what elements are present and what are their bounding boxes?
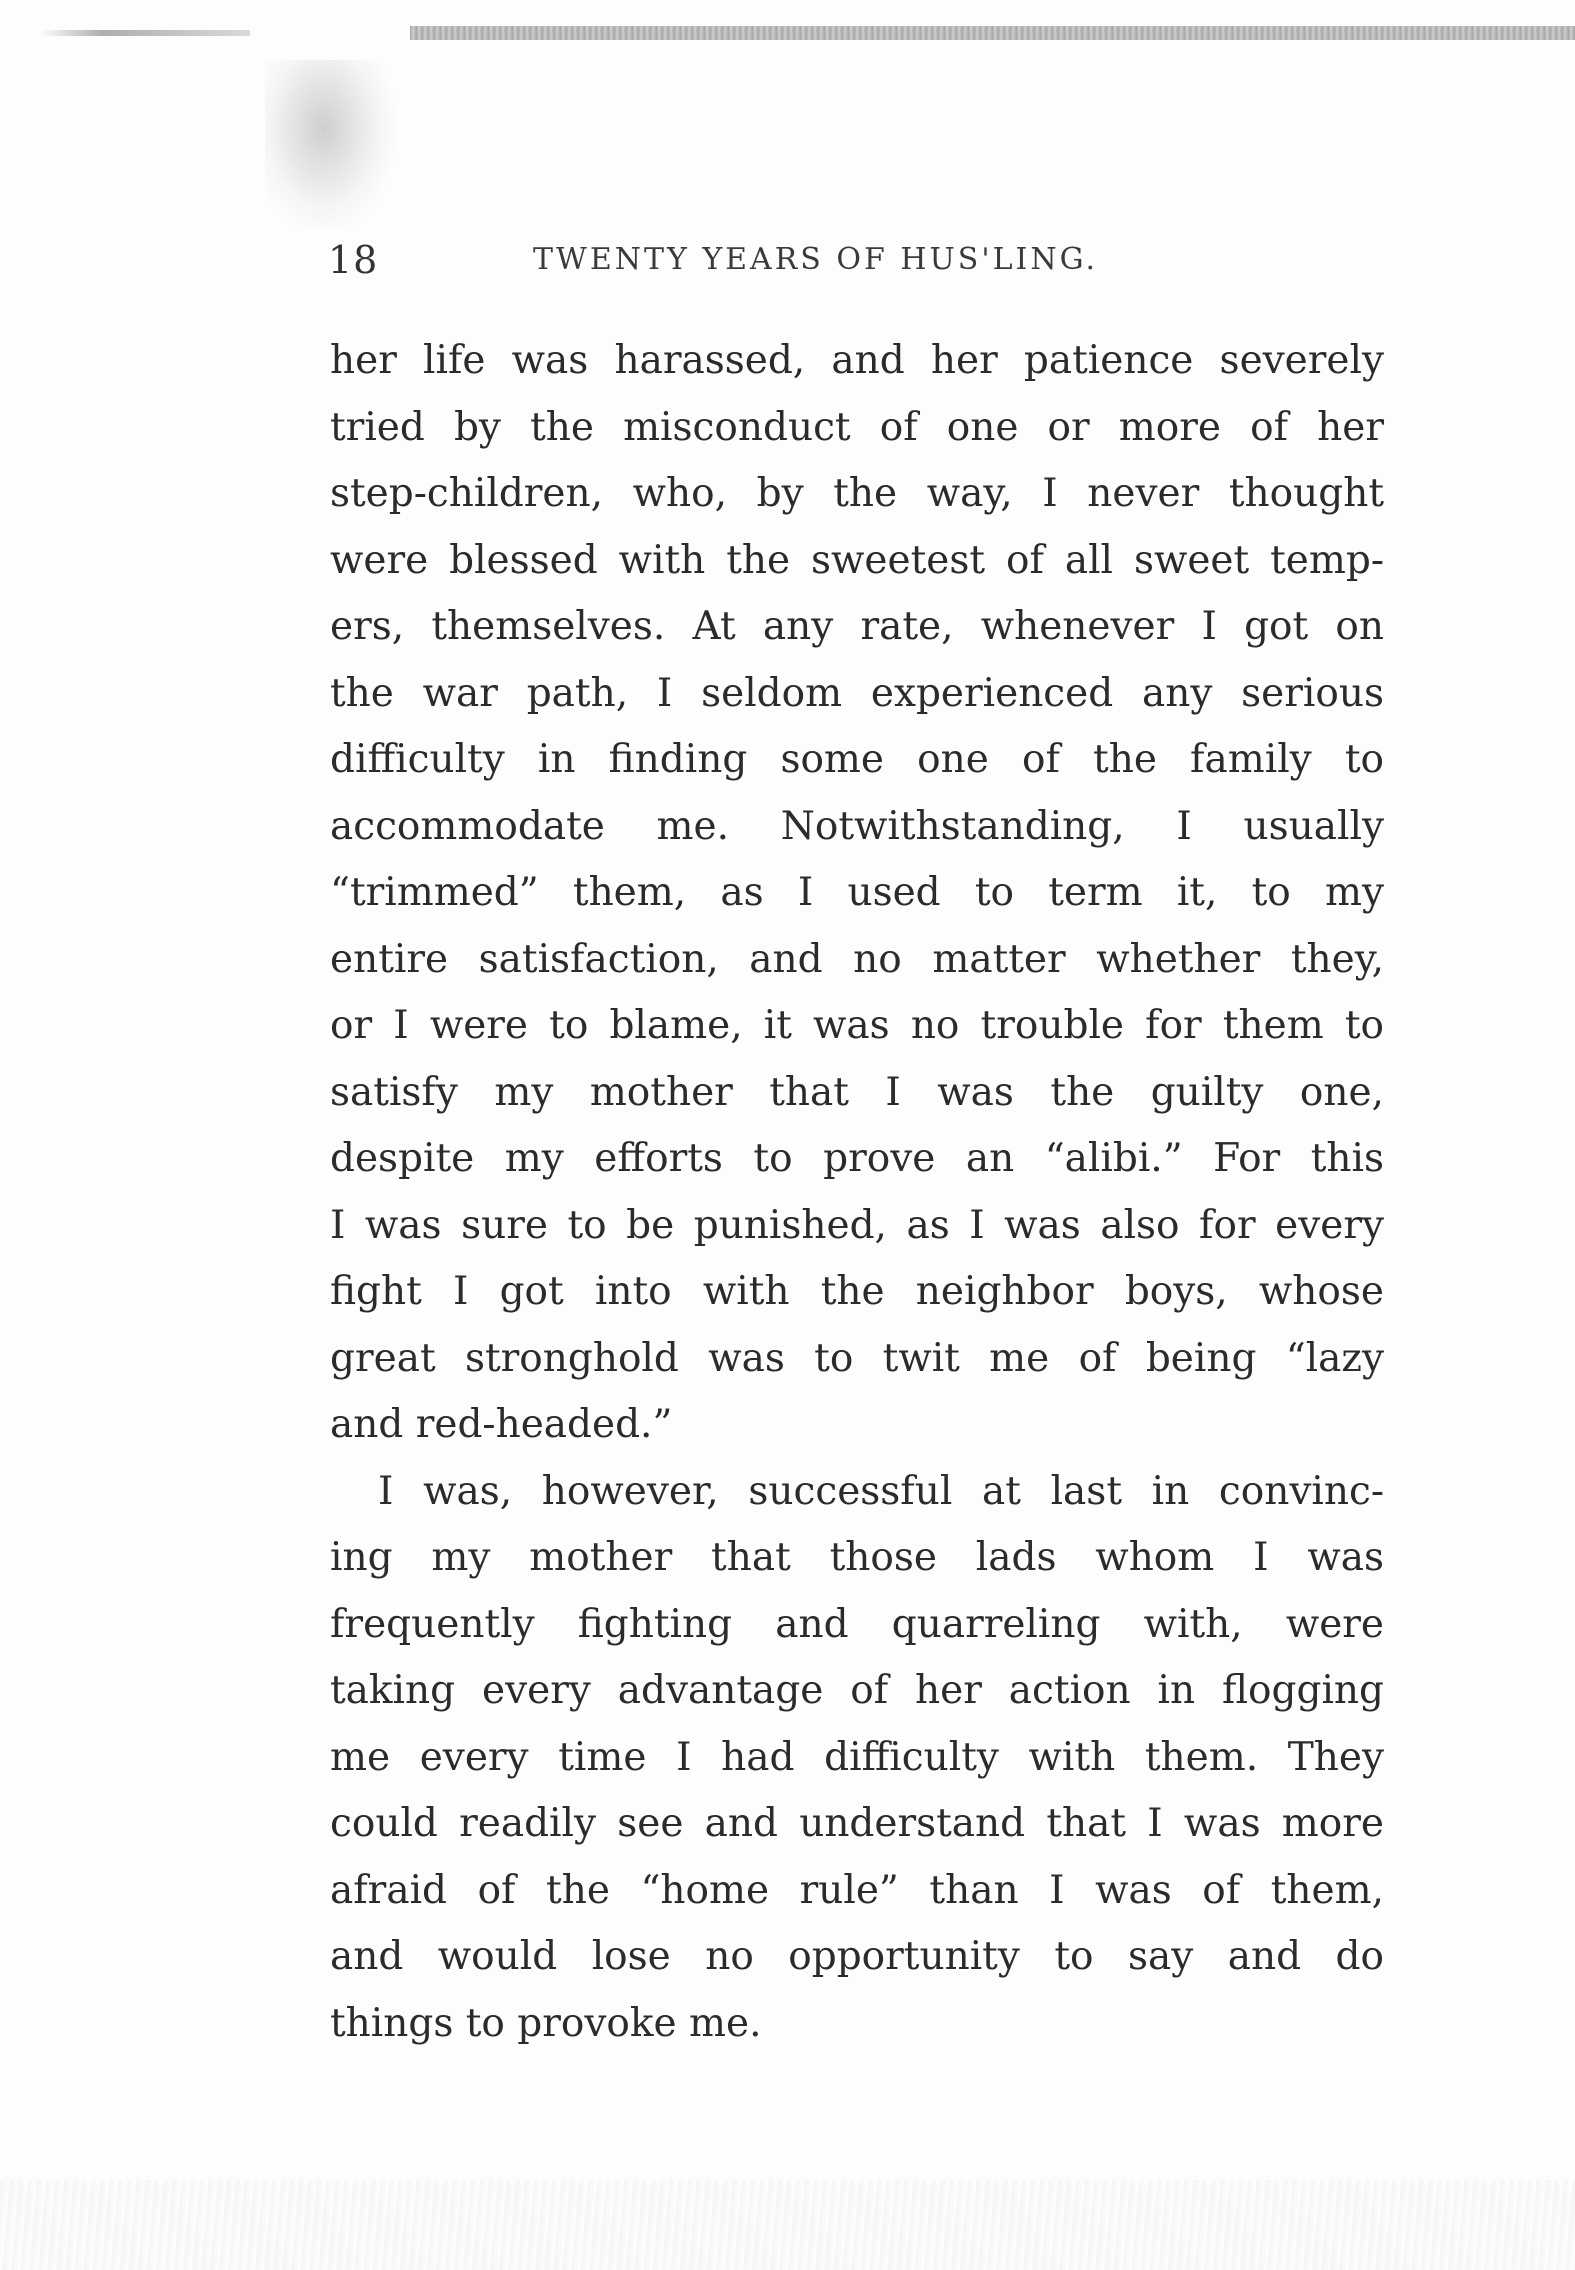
text-line: me every time I had difficulty with them. They <box>330 1734 1384 1780</box>
text-line: great stronghold was to twit me of being “lazy <box>330 1335 1384 1381</box>
text-line: were blessed with the sweetest of all sweet temp- <box>330 537 1384 583</box>
text-line: or I were to blame, it was no trouble for them to <box>330 1003 1384 1048</box>
text-line: “trimmed” them, as I used to term it, to my <box>330 870 1384 915</box>
text-line: ers, themselves. At any rate, whenever I got on <box>330 604 1384 649</box>
page-number: 18 <box>328 238 379 282</box>
text-line: and red-headed.” <box>330 1402 673 1447</box>
paragraph <box>330 1459 1384 2058</box>
text-line: her life was harassed, and her patience severely <box>330 338 1384 383</box>
text-line: difficulty in finding some one of the family to <box>330 737 1384 782</box>
running-title: TWENTY YEARS OF HUS'LING. <box>533 242 1099 277</box>
text-line: I was sure to be punished, as I was also for every <box>330 1202 1384 1248</box>
body-text <box>330 328 1384 2057</box>
scan-artifact-noise <box>0 2180 1575 2270</box>
text-line: and would lose no opportunity to say and do <box>330 1934 1384 1979</box>
text-line: fight I got into with the neighbor boys, whose <box>330 1269 1384 1314</box>
scan-artifact-line <box>40 30 250 36</box>
text-line: frequently fighting and quarreling with, were <box>330 1601 1384 1647</box>
text-line: things to provoke me. <box>330 2000 762 2046</box>
text-line: step-children, who, by the way, I never thought <box>330 471 1384 516</box>
text-line: accommodate me. Notwithstanding, I usually <box>330 803 1384 849</box>
scan-artifact-edge <box>410 26 1575 40</box>
text-line: the war path, I seldom experienced any serious <box>330 670 1384 716</box>
text-line: afraid of the “home rule” than I was of them, <box>330 1867 1384 1913</box>
running-head <box>328 238 1388 288</box>
text-line: could readily see and understand that I was more <box>330 1801 1384 1846</box>
scan-artifact-smudge <box>265 60 395 230</box>
text-line: satisfy my mother that I was the guilty one, <box>330 1069 1384 1115</box>
text-line: tried by the misconduct of one or more of her <box>330 404 1384 450</box>
text-line: taking every advantage of her action in flogging <box>330 1668 1384 1713</box>
text-line: I was, however, successful at last in convinc- <box>378 1468 1384 1514</box>
text-line: ing my mother that those lads whom I was <box>330 1535 1384 1580</box>
text-line: despite my efforts to prove an “alibi.” For this <box>330 1136 1384 1181</box>
text-line: entire satisfaction, and no matter whether they, <box>330 936 1384 982</box>
paragraph <box>330 328 1384 1459</box>
